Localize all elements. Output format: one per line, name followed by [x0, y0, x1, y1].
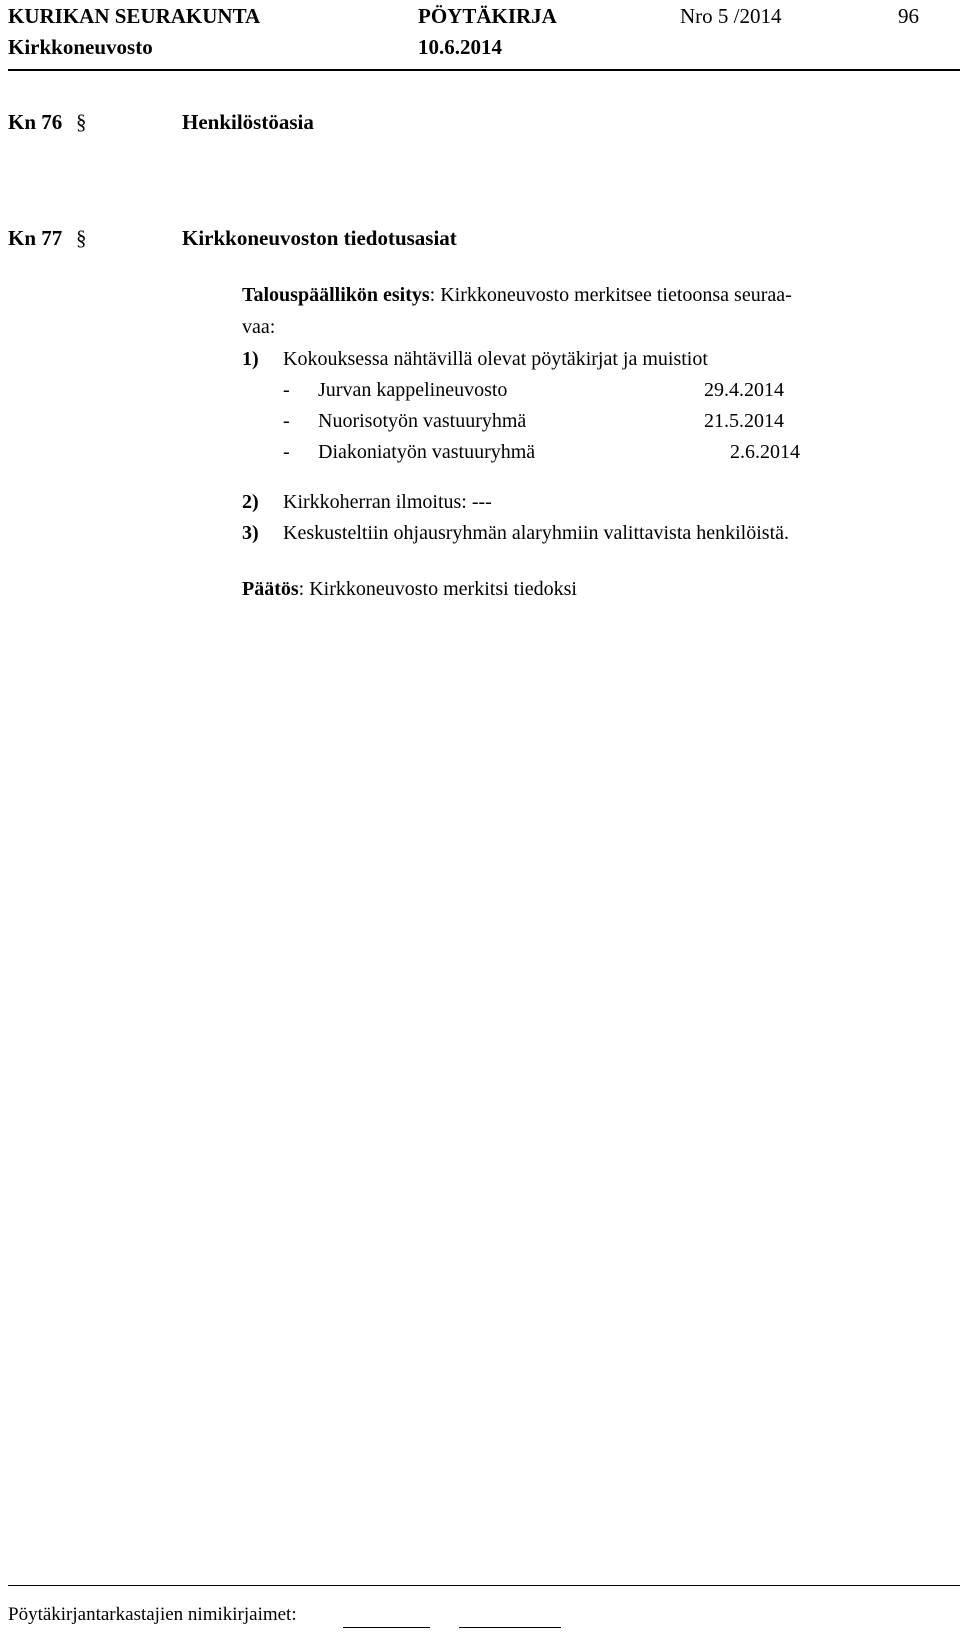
section-symbol: § [76, 110, 87, 134]
signature-line [343, 1627, 430, 1628]
footer-signatures-label: Pöytäkirjantarkastajien nimikirjaimet: [8, 1604, 297, 1625]
list-item-dash: - [283, 441, 290, 463]
header-page-number: 96 [898, 4, 919, 28]
list-item-date: 29.4.2014 [704, 379, 784, 401]
item2-text: Kirkkoherran ilmoitus: --- [283, 491, 492, 513]
header-org: KURIKAN SEURAKUNTA [8, 4, 261, 28]
list-item-date: 21.5.2014 [704, 410, 784, 432]
proposal-label: Talouspäällikön esitys [242, 284, 430, 306]
header-doc-type: PÖYTÄKIRJA [418, 4, 557, 28]
list-item-dash: - [283, 379, 290, 401]
header-body: Kirkkoneuvosto [8, 35, 153, 59]
section-title-kn77: Kirkkoneuvoston tiedotusasiat [182, 226, 457, 250]
item1-text: Kokouksessa nähtävillä olevat pöytäkirjat ja muistiot [283, 348, 708, 370]
list-item-name: Jurvan kappelineuvosto [318, 379, 508, 401]
section-code-kn77: Kn 77 [8, 226, 63, 250]
item2-number: 2) [242, 491, 259, 513]
signature-line [459, 1627, 561, 1628]
list-item-name: Diakoniatyön vastuuryhmä [318, 441, 536, 463]
section-title-kn76: Henkilöstöasia [182, 110, 314, 134]
section-code-kn76: Kn 76 [8, 110, 63, 134]
section-symbol: § [76, 226, 87, 250]
header-rule [8, 69, 960, 71]
proposal-text: : Kirkkoneuvosto merkitsee tietoonsa seuraa- [429, 284, 792, 306]
proposal-line1 [242, 284, 792, 307]
decision-line [242, 578, 577, 601]
item3-number: 3) [242, 522, 259, 544]
decision-label: Päätös [242, 578, 299, 600]
item1-number: 1) [242, 348, 259, 370]
list-item-name: Nuorisotyön vastuuryhmä [318, 410, 527, 432]
footer-rule [8, 1585, 960, 1586]
decision-text: : Kirkkoneuvosto merkitsi tiedoksi [298, 578, 577, 600]
proposal-line2: vaa: [242, 316, 276, 338]
item3-text: Keskusteltiin ohjausryhmän alaryhmiin valittavista henkilöistä. [283, 522, 790, 544]
list-item-dash: - [283, 410, 290, 432]
list-item-date: 2.6.2014 [730, 441, 800, 463]
header-number: Nro 5 /2014 [680, 4, 782, 28]
header-date: 10.6.2014 [418, 35, 502, 59]
